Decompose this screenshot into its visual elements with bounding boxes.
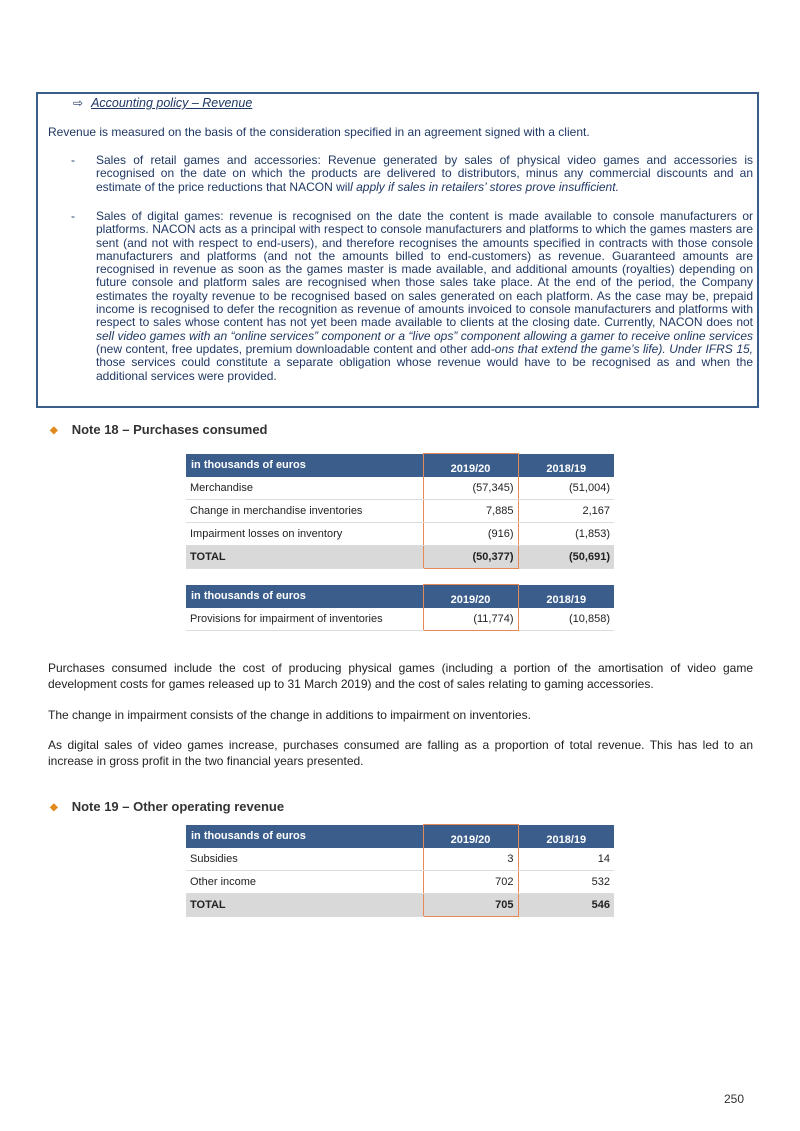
table-total-row [186,546,614,569]
table-row [186,477,614,500]
bullet-text-part: those services could constitute a separate obligation whose revenue would have to be recognised as and when the additional services were provided. [96,355,753,383]
value-2018-19: 2,167 [518,500,614,523]
table-row [186,608,614,631]
bullet-dash: - [71,209,75,223]
note-19-title: Note 19 – Other operating revenue [71,799,285,814]
value-2019-20: 702 [423,871,518,894]
inventory-provisions-table [186,584,614,631]
value-2019-20: 7,885 [423,500,518,523]
bullet-text-italic: l apply if sales in retailers’ stores prove insufficient. [350,179,619,194]
value-2019-20: (57,345) [423,477,518,500]
row-label: TOTAL [186,894,423,917]
value-2019-20: 705 [423,894,518,917]
bullet-text-part: Sales of digital games: revenue is recognised on the date the content is made available to console manufacturers or platforms. NACON acts as a principal with respect to console manufacturers and platforms to which the games masters are sent (and not with respect to end-users), and therefore recognises the amounts specified in contracts with those console manufacturers and platforms (and not the amounts billed to end-customers) as revenue. Guaranteed amounts are recognised in revenue as soon as the games master is made available, and additional amounts (royalties) depending on future console and platform sales are recognised when those sales take place. At the end of the period, the Company estimates the royalty revenue to be recognised based on sales generated on each platform. As the case may be, prepaid income is recognised to defer the recognition as revenue of amounts invoiced to console manufacturers and platforms with respect to sales whose content has not yet been made available to clients at the closing date. Currently, NACON does not [96,209,753,330]
value-2019-20: 3 [423,848,518,871]
row-label: Change in merchandise inventories [186,500,423,523]
value-2019-20: (916) [423,523,518,546]
note-18-title: Note 18 – Purchases consumed [71,422,268,437]
value-2018-19: (1,853) [518,523,614,546]
bullet-text-italic: sell video games with an “online services” component or a “live ops” component allowing a gamer to receive online services [96,328,753,343]
bullet-text [96,210,753,383]
column-header-2019-20: 2019/20 [423,454,518,477]
table-row [186,500,614,523]
value-2018-19: 546 [518,894,614,917]
value-2018-19: 14 [518,848,614,871]
diamond-bullet-icon: ◆ [50,802,58,813]
bullet-text-part: Sales of retail games and accessories: Revenue generated by sales of physical video games and accessories is recognised on the date on which the products are delivered to distributors, minus any commercial discounts and an estimate of the price reductions that NACON wil [96,153,753,194]
row-label: TOTAL [186,546,423,569]
purchases-consumed-table [186,453,614,569]
row-label: Subsidies [186,848,423,871]
paragraph-impairment-change: The change in impairment consists of the change in additions to impairment on inventories. [48,708,531,722]
bullet-text [96,154,753,194]
table-row [186,871,614,894]
page-number: 250 [724,1092,745,1106]
table-header-row [186,454,614,477]
column-header-2018-19: 2018/19 [518,454,614,477]
column-header-2018-19: 2018/19 [518,825,614,848]
policy-title: Accounting policy – Revenue [91,96,253,110]
bullet-text-part: (new content, free updates, premium downloadable content and other add [96,341,491,356]
row-label: Other income [186,871,423,894]
table-header-row [186,585,614,608]
bullet-text-italic: -ons that extend the game’s life). Under IFRS 15, [490,341,753,356]
arrow-right-icon: ⇨ [73,96,84,110]
table-header-row [186,825,614,848]
table-row [186,848,614,871]
value-2018-19: (51,004) [518,477,614,500]
row-label: Provisions for impairment of inventories [186,608,423,631]
note-18-heading [50,422,268,437]
policy-intro: Revenue is measured on the basis of the consideration specified in an agreement signed with a client. [48,125,590,139]
table-total-row [186,894,614,917]
column-header-2019-20: 2019/20 [423,825,518,848]
row-label: Impairment losses on inventory [186,523,423,546]
policy-heading [73,96,252,110]
value-2019-20: (11,774) [423,608,518,631]
column-header-2019-20: 2019/20 [423,585,518,608]
value-2019-20: (50,377) [423,546,518,569]
table-row [186,523,614,546]
other-operating-revenue-table [186,824,614,917]
paragraph-purchases-consumed: Purchases consumed include the cost of producing physical games (including a portion of the amortisation of video game development costs for games released up to 31 March 2019) and the cost of sales relating to gaming accessories. [48,661,753,691]
column-header-label: in thousands of euros [186,585,423,608]
row-label: Merchandise [186,477,423,500]
value-2018-19: 532 [518,871,614,894]
column-header-2018-19: 2018/19 [518,585,614,608]
column-header-label: in thousands of euros [186,825,423,848]
note-19-heading [50,799,284,814]
diamond-bullet-icon: ◆ [50,425,58,436]
value-2018-19: (50,691) [518,546,614,569]
paragraph-digital-sales: As digital sales of video games increase, purchases consumed are falling as a proportion of total revenue. This has led to an increase in gross profit in the two financial years presented. [48,738,753,768]
column-header-label: in thousands of euros [186,454,423,477]
value-2018-19: (10,858) [518,608,614,631]
bullet-dash: - [71,153,75,167]
